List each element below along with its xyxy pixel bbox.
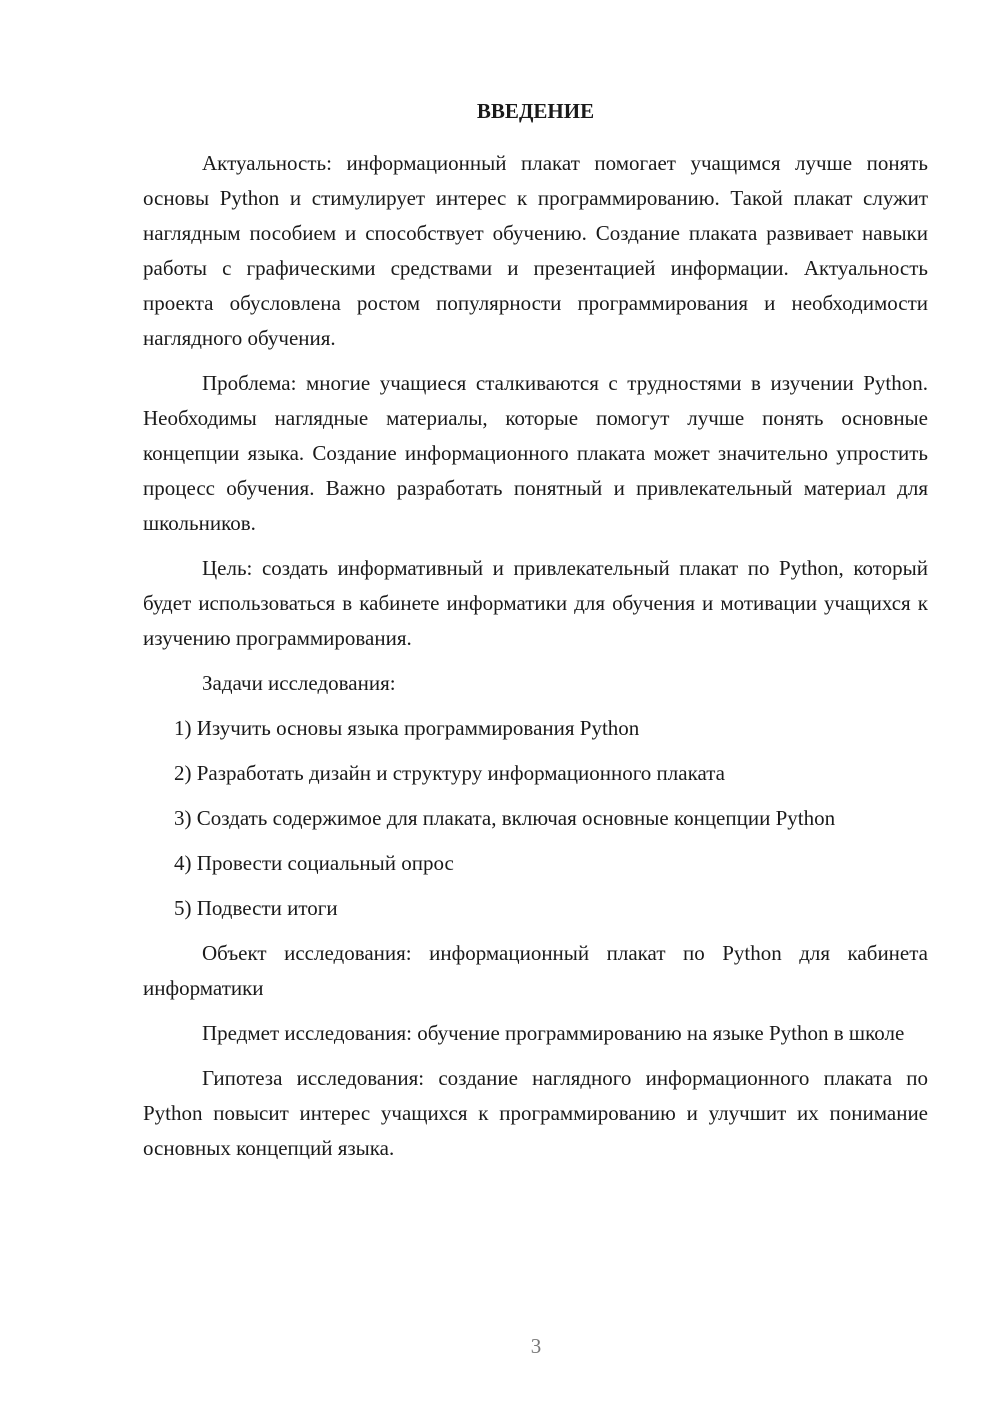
subject-paragraph: Предмет исследования: обучение программированию на языке Python в школе bbox=[202, 1021, 905, 1045]
list-item: 1) Изучить основы языка программирования Python bbox=[174, 716, 640, 740]
section-heading: ВВЕДЕНИЕ bbox=[476, 99, 595, 123]
problem-paragraph: Проблема: многие учащиеся сталкиваются с трудностями в изучении Python. Необходимы наглядные материалы, которые помогут лучше понять основные концепции языка. Создание информационного плаката может значительно упростить процесс обучения. Важно разработать понятный и привлекательный материал для школьников. bbox=[143, 371, 928, 535]
object-paragraph: Объект исследования: информационный плакат по Python для кабинета информатики bbox=[143, 941, 928, 1000]
page-number: 3 bbox=[530, 1334, 542, 1358]
list-item: 3) Создать содержимое для плаката, включая основные концепции Python bbox=[174, 806, 836, 830]
tasks-list bbox=[143, 711, 928, 926]
hypothesis-paragraph: Гипотеза исследования: создание наглядного информационного плаката по Python повысит интерес учащихся к программированию и улучшит их понимание основных концепций языка. bbox=[143, 1066, 928, 1160]
list-item: 4) Провести социальный опрос bbox=[174, 851, 454, 875]
tasks-heading: Задачи исследования: bbox=[202, 671, 396, 695]
document-body bbox=[143, 98, 928, 1176]
list-item: 5) Подвести итоги bbox=[174, 896, 338, 920]
list-item: 2) Разработать дизайн и структуру информационного плаката bbox=[174, 761, 725, 785]
relevance-paragraph: Актуальность: информационный плакат помогает учащимся лучше понять основы Python и стимулирует интерес к программированию. Такой плакат служит наглядным пособием и способствует обучению. Создание плаката развивает навыки работы с графическими средствами и презентацией информации. Актуальность проекта обусловлена ростом популярности программирования и необходимости наглядного обучения. bbox=[143, 151, 928, 350]
goal-paragraph: Цель: создать информативный и привлекательный плакат по Python, который будет использоваться в кабинете информатики для обучения и мотивации учащихся к изучению программирования. bbox=[143, 556, 928, 650]
